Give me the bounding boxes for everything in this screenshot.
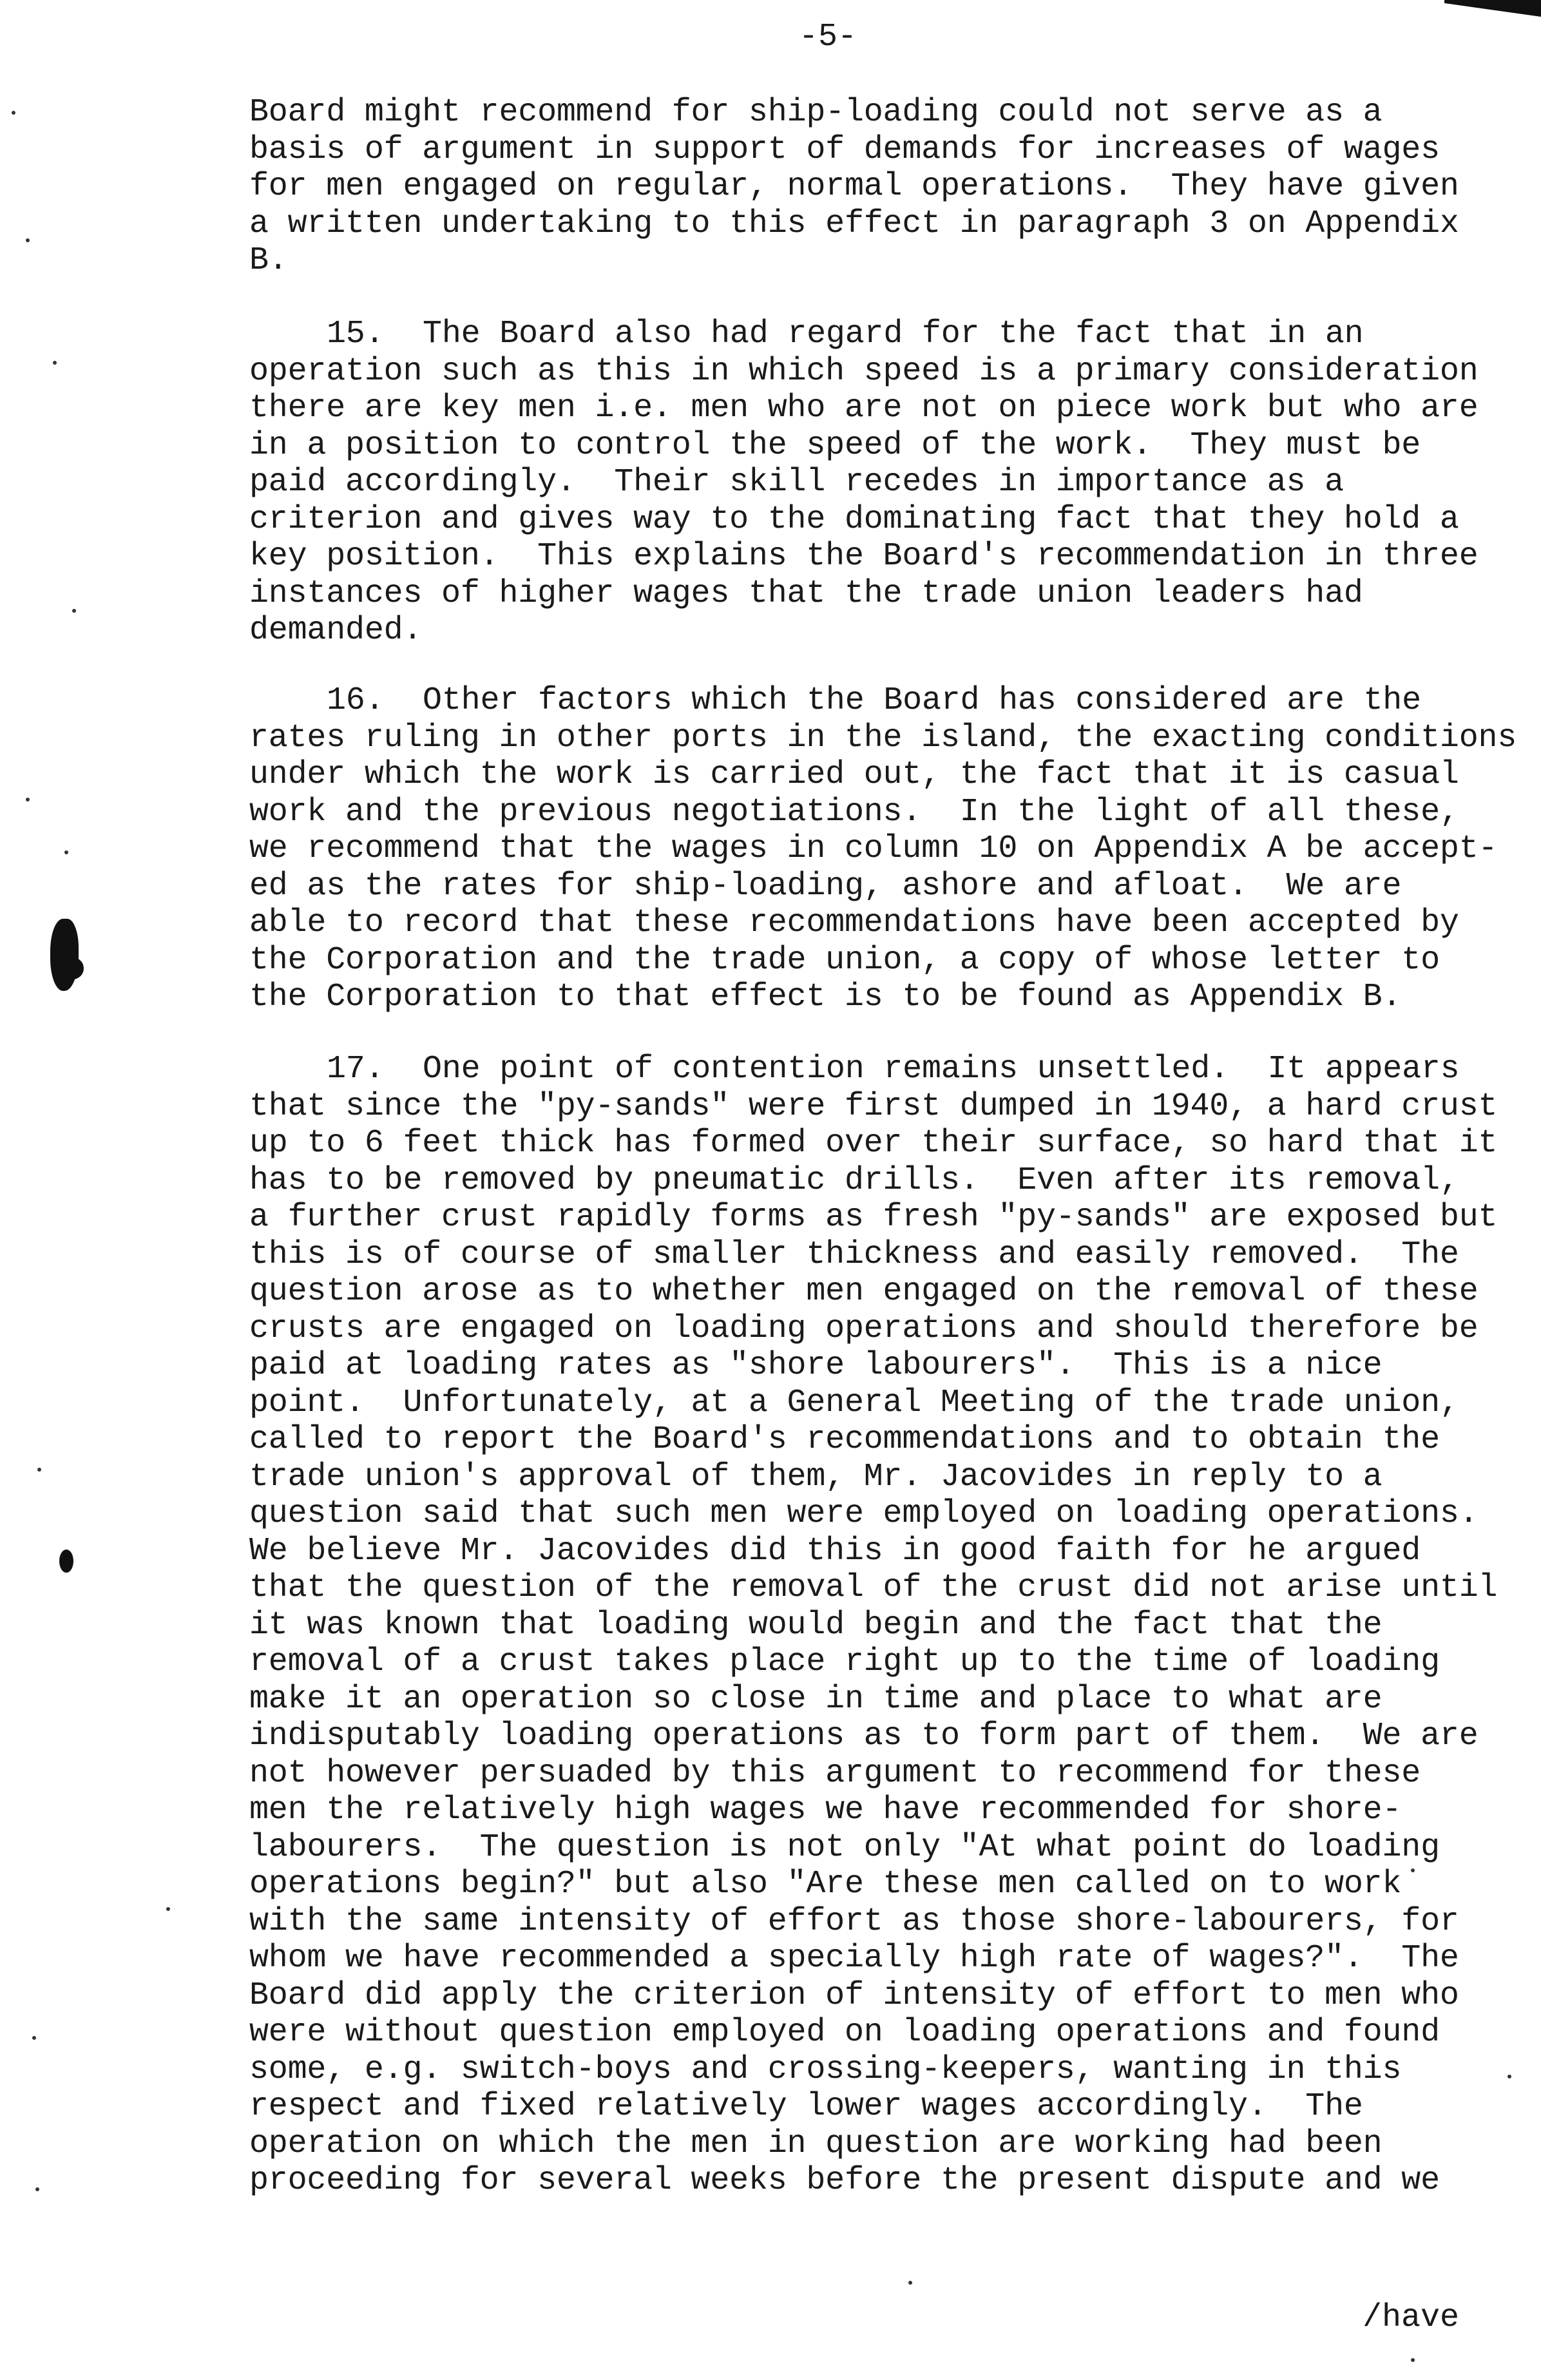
text-line: criterion and gives way to the dominating fact that they hold a [249,501,1459,538]
page-number: -5- [799,19,857,55]
text-line: some, e.g. switch-boys and crossing-keepers, wanting in this [249,2051,1402,2088]
scan-speck [26,798,30,801]
text-line: for men engaged on regular, normal operations. They have given [249,168,1459,205]
text-line: ed as the rates for ship-loading, ashore and afloat. We are [249,867,1402,905]
text-line: the Corporation and the trade union, a copy of whose letter to [249,941,1440,979]
text-line: under which the work is carried out, the fact that it is casual [249,756,1459,793]
text-line: respect and fixed relatively lower wages accordingly. The [249,2088,1363,2125]
text-line: point. Unfortunately, at a General Meeting of the trade union, [249,1384,1459,1421]
text-line: Board might recommend for ship-loading could not serve as a [249,94,1383,131]
text-line: Board did apply the criterion of intensity of effort to men who [249,1977,1459,2014]
text-line: labourers. The question is not only "At what point do loading [249,1828,1440,1866]
text-line: has to be removed by pneumatic drills. Even after its removal, [249,1162,1459,1199]
text-line: indisputably loading operations as to form part of them. We are [249,1718,1479,1754]
text-line: we recommend that the wages in column 10 on Appendix A be accept- [249,830,1498,867]
text-line: question said that such men were employed on loading operations. [249,1495,1479,1532]
text-line: operation such as this in which speed is a primary consideration [249,352,1479,390]
text-line: basis of argument in support of demands for increases of wages [249,131,1440,168]
scan-edge-mark [1444,0,1541,17]
scan-speck [26,238,30,242]
text-line: paid at loading rates as "shore labourers". This is a nice [249,1347,1383,1384]
paragraph-15 [249,316,1538,649]
text-line: able to record that these recommendations have been accepted by [249,905,1459,941]
text-line: removal of a crust takes place right up to the time of loading [249,1644,1440,1680]
text-line: We believe Mr. Jacovides did this in good faith for he argued [249,1532,1421,1569]
text-line: paid accordingly. Their skill recedes in importance as a [249,464,1344,501]
text-line: called to report the Board's recommendations and to obtain the [249,1421,1440,1458]
scan-speck [35,2187,39,2191]
text-line: demanded. [249,612,423,649]
text-line: it was known that loading would begin and the fact that the [249,1606,1383,1644]
text-line: operations begin?" but also "Are these men called on to work [249,1866,1402,1903]
scan-speck [166,1907,170,1911]
paragraph-17 [249,1051,1538,2200]
scan-speck [1411,2358,1415,2362]
text-line: that the question of the removal of the crust did not arise until [249,1569,1498,1606]
text-line: question arose as to whether men engaged on the removal of these [249,1273,1479,1310]
text-line: not however persuaded by this argument to recommend for these [249,1754,1421,1792]
scan-speck [908,2281,912,2285]
text-line: 15. The Board also had regard for the fact that in an [327,316,1364,352]
text-line: instances of higher wages that the trade union leaders had [249,575,1363,612]
scan-speck [72,609,76,613]
paragraph-14-continuation [249,94,1538,280]
text-line: that since the "py-sands" were first dumped in 1940, a hard crust [249,1088,1498,1125]
text-line: operation on which the men in question are working had been [249,2125,1383,2162]
scan-speck [32,2036,36,2040]
text-line: whom we have recommended a specially high rate of wages?". The [249,1940,1459,1977]
text-line: were without question employed on loading operations and found [249,2014,1440,2051]
ink-blot [50,919,79,991]
scan-speck [12,111,15,115]
continuation-catchword: /have [1363,2299,1460,2336]
text-line: trade union's approval of them, Mr. Jacovides in reply to a [249,1458,1383,1495]
text-line: a further crust rapidly forms as fresh "py-sands" are exposed but [249,1199,1498,1236]
paragraph-16 [249,682,1538,1016]
text-line: the Corporation to that effect is to be found as Appendix B. [249,979,1402,1015]
text-line: crusts are engaged on loading operations and should therefore be [249,1310,1479,1347]
scan-speck [53,361,57,365]
text-line: men the relatively high wages we have recommended for shore- [249,1792,1402,1828]
text-line: 17. One point of contention remains unsettled. It appears [327,1051,1460,1088]
text-line: this is of course of smaller thickness and easily removed. The [249,1236,1459,1273]
ink-blot-small [59,1550,73,1573]
text-line: there are key men i.e. men who are not on piece work but who are [249,390,1479,427]
scan-speck [64,850,68,854]
text-line: rates ruling in other ports in the island, the exacting conditions [249,719,1517,756]
text-line: make it an operation so close in time and place to what are [249,1680,1383,1718]
text-line: with the same intensity of effort as those shore-labourers, for [249,1903,1459,1940]
text-line: key position. This explains the Board's recommendation in three [249,538,1479,575]
text-line: up to 6 feet thick has formed over their surface, so hard that it [249,1125,1498,1162]
text-line: work and the previous negotiations. In the light of all these, [249,793,1459,830]
text-line: in a position to control the speed of the work. They must be [249,427,1421,464]
scan-speck [37,1468,41,1472]
text-line: B. [249,242,288,279]
text-line: 16. Other factors which the Board has considered are the [327,682,1421,719]
text-line: a written undertaking to this effect in paragraph 3 on Appendix [249,205,1459,242]
text-line: proceeding for several weeks before the present dispute and we [249,2162,1440,2199]
